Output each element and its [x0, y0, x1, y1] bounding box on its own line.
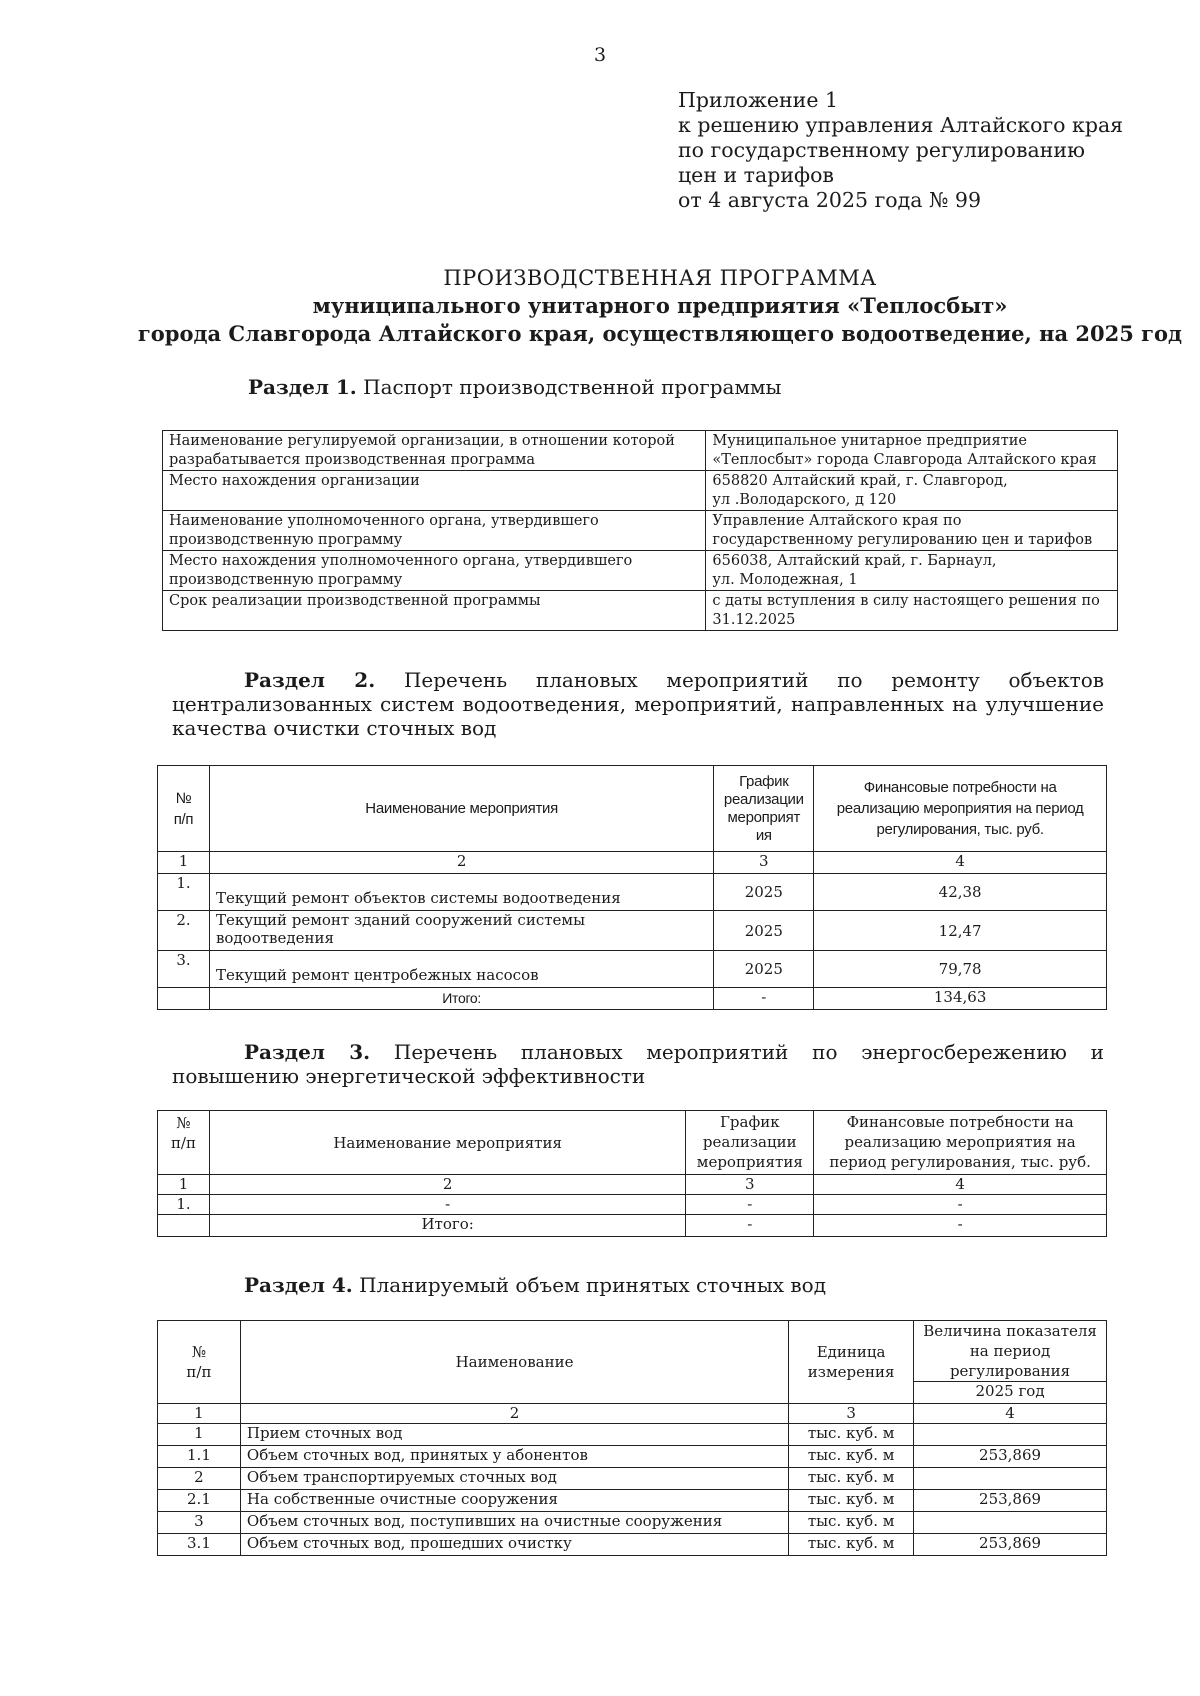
row-num: 3. — [158, 951, 210, 988]
title-line-3: города Славгорода Алтайского края, осуществляющего водоотведение, на 2025 год — [137, 321, 1183, 346]
row-name: На собственные очистные сооружения — [240, 1490, 788, 1512]
passport-value: с даты вступления в силу настоящего решения по 31.12.2025 — [706, 591, 1118, 631]
row-num: 1.1 — [158, 1446, 241, 1468]
row-num: 1 — [158, 1424, 241, 1446]
table-row — [158, 1446, 1107, 1468]
row-num: 2 — [158, 1468, 241, 1490]
row-year: - — [686, 1195, 814, 1215]
row-name: Прием сточных вод — [240, 1424, 788, 1446]
section-4-title: Планируемый объем принятых сточных вод — [359, 1273, 827, 1297]
annex-line: от 4 августа 2025 года № 99 — [678, 188, 982, 212]
total-row — [158, 988, 1107, 1010]
passport-value: 656038, Алтайский край, г. Барнаул, ул. Молодежная, 1 — [706, 551, 1118, 591]
col-number: 4 — [814, 852, 1107, 874]
col-number: 1 — [158, 1175, 210, 1195]
passport-value: Управление Алтайского края по государственному регулированию цен и тарифов — [706, 511, 1118, 551]
section-1-title: Паспорт производственной программы — [363, 375, 782, 399]
header-name: Наименование мероприятия — [209, 766, 713, 852]
passport-label: Место нахождения уполномоченного органа, утвердившего производственную программу — [163, 551, 706, 591]
row-year: 2025 — [714, 911, 814, 951]
row-value — [914, 1424, 1107, 1446]
row-year: 2025 — [714, 951, 814, 988]
section-1-label: Раздел 1. — [248, 375, 357, 399]
col-number: 2 — [209, 1175, 685, 1195]
row-num: 3.1 — [158, 1534, 241, 1556]
row-unit: тыс. куб. м — [789, 1446, 914, 1468]
table-row — [158, 1195, 1107, 1215]
row-amount: 79,78 — [814, 951, 1107, 988]
row-num: 2.1 — [158, 1490, 241, 1512]
column-number-row — [158, 1404, 1107, 1424]
header-value: Величина показателя на период регулирования — [914, 1321, 1107, 1382]
section-3-heading — [172, 1040, 1104, 1088]
row-value: 253,869 — [914, 1446, 1107, 1468]
header-unit: Единица измерения — [789, 1321, 914, 1404]
col-number: 3 — [686, 1175, 814, 1195]
section-1-heading — [248, 375, 781, 399]
table-row — [158, 1424, 1107, 1446]
passport-row — [163, 431, 1118, 471]
passport-row — [163, 511, 1118, 551]
table-row — [158, 1512, 1107, 1534]
section-2-label: Раздел 2. — [244, 668, 376, 692]
col-number: 2 — [209, 852, 713, 874]
header-schedule: График реализации мероприятия — [686, 1111, 814, 1175]
row-amount: 42,38 — [814, 874, 1107, 911]
row-unit: тыс. куб. м — [789, 1468, 914, 1490]
table-row — [158, 951, 1107, 988]
col-number: 2 — [240, 1404, 788, 1424]
total-year: - — [686, 1215, 814, 1237]
header-name: Наименование — [240, 1321, 788, 1404]
title-line-2: муниципального унитарного предприятия «Теплосбыт» — [312, 293, 1008, 318]
passport-value: 658820 Алтайский край, г. Славгород, ул .Володарского, д 120 — [706, 471, 1118, 511]
table-header-row — [158, 1111, 1107, 1175]
row-name: Текущий ремонт объектов системы водоотведения — [209, 874, 713, 911]
passport-row — [163, 591, 1118, 631]
row-unit: тыс. куб. м — [789, 1512, 914, 1534]
total-amount: - — [814, 1215, 1107, 1237]
total-year: - — [714, 988, 814, 1010]
section-3-title: Перечень плановых мероприятий по энергосбережению и повышению энергетической эффективности — [172, 1040, 1104, 1088]
row-amount: - — [814, 1195, 1107, 1215]
energy-measures-table — [157, 1110, 1107, 1237]
row-name: Объем сточных вод, принятых у абонентов — [240, 1446, 788, 1468]
header-schedule: График реализации мероприят ия — [714, 766, 814, 852]
total-empty — [158, 1215, 210, 1237]
passport-label: Место нахождения организации — [163, 471, 706, 511]
row-value — [914, 1512, 1107, 1534]
table-header-row — [158, 1321, 1107, 1382]
col-number: 4 — [914, 1404, 1107, 1424]
row-name: Текущий ремонт зданий сооружений системы водоотведения — [209, 911, 713, 951]
passport-row — [163, 471, 1118, 511]
row-name: Текущий ремонт центробежных насосов — [209, 951, 713, 988]
row-num: 1. — [158, 1195, 210, 1215]
row-year: 2025 — [714, 874, 814, 911]
row-name: Объем сточных вод, прошедших очистку — [240, 1534, 788, 1556]
row-unit: тыс. куб. м — [789, 1490, 914, 1512]
col-number: 1 — [158, 1404, 241, 1424]
annex-line: к решению управления Алтайского края — [678, 113, 1124, 137]
row-name: - — [209, 1195, 685, 1215]
total-label: Итого: — [209, 1215, 685, 1237]
passport-label: Наименование уполномоченного органа, утвердившего производственную программу — [163, 511, 706, 551]
table-row — [158, 1490, 1107, 1512]
document-title — [120, 264, 1200, 348]
table-row — [158, 1534, 1107, 1556]
column-number-row — [158, 852, 1107, 874]
header-num: № п/п — [158, 1111, 210, 1175]
header-finance: Финансовые потребности на реализацию мероприятия на период регулирования, тыс. руб. — [814, 1111, 1107, 1175]
repair-measures-table — [157, 765, 1107, 1010]
wastewater-volume-table — [157, 1320, 1107, 1556]
col-number: 4 — [814, 1175, 1107, 1195]
total-amount: 134,63 — [814, 988, 1107, 1010]
annex-line: Приложение 1 — [678, 88, 839, 112]
section-2-heading — [172, 668, 1104, 740]
annex-line: цен и тарифов — [678, 163, 834, 187]
row-amount: 12,47 — [814, 911, 1107, 951]
row-name: Объем транспортируемых сточных вод — [240, 1468, 788, 1490]
passport-table — [162, 430, 1118, 631]
annex-line: по государственному регулированию — [678, 138, 1085, 162]
annex-block — [678, 88, 1123, 213]
header-finance: Финансовые потребности на реализацию мероприятия на период регулирования, тыс. руб. — [814, 766, 1107, 852]
col-number: 3 — [789, 1404, 914, 1424]
table-header-row — [158, 766, 1107, 852]
row-num: 1. — [158, 874, 210, 911]
section-3-label: Раздел 3. — [244, 1040, 371, 1064]
row-name: Объем сточных вод, поступивших на очистные сооружения — [240, 1512, 788, 1534]
column-number-row — [158, 1175, 1107, 1195]
passport-value: Муниципальное унитарное предприятие «Теплосбыт» города Славгорода Алтайского края — [706, 431, 1118, 471]
table-row — [158, 874, 1107, 911]
passport-row — [163, 551, 1118, 591]
row-num: 2. — [158, 911, 210, 951]
col-number: 1 — [158, 852, 210, 874]
row-num: 3 — [158, 1512, 241, 1534]
total-label: Итого: — [209, 988, 713, 1010]
col-number: 3 — [714, 852, 814, 874]
section-4-label: Раздел 4. — [244, 1273, 353, 1297]
section-4-heading — [244, 1273, 826, 1297]
section-2-title: Перечень плановых мероприятий по ремонту объектов централизованных систем водоотведения, мероприятий, направленных на улучшение качества очистки сточных вод — [172, 668, 1105, 740]
row-unit: тыс. куб. м — [789, 1534, 914, 1556]
table-row — [158, 1468, 1107, 1490]
page-number: 3 — [593, 44, 607, 66]
passport-label: Наименование регулируемой организации, в отношении которой разрабатывается производственная программа — [163, 431, 706, 471]
row-value: 253,869 — [914, 1534, 1107, 1556]
header-num: № п/п — [158, 766, 210, 852]
total-row — [158, 1215, 1107, 1237]
passport-label: Срок реализации производственной программы — [163, 591, 706, 631]
total-empty — [158, 988, 210, 1010]
header-name: Наименование мероприятия — [209, 1111, 685, 1175]
header-num: № п/п — [158, 1321, 241, 1404]
row-value: 253,869 — [914, 1490, 1107, 1512]
title-line-1: ПРОИЗВОДСТВЕННАЯ ПРОГРАММА — [443, 266, 877, 290]
table-row — [158, 911, 1107, 951]
row-unit: тыс. куб. м — [789, 1424, 914, 1446]
row-value — [914, 1468, 1107, 1490]
header-year: 2025 год — [914, 1382, 1107, 1404]
